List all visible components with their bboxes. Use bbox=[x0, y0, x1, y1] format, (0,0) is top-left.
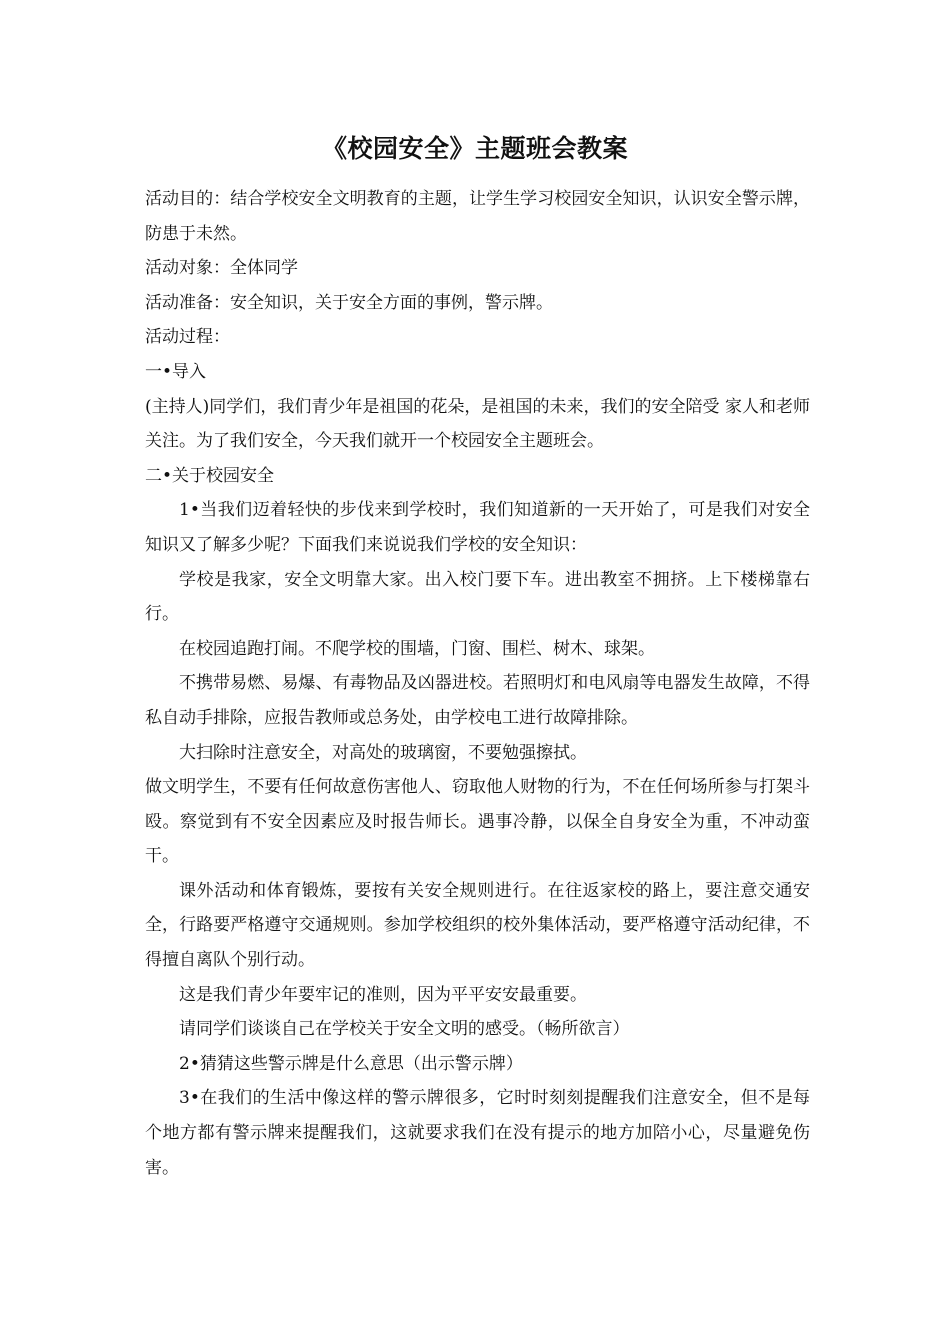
document-body bbox=[145, 182, 810, 1185]
paragraph: 二•关于校园安全 bbox=[145, 465, 275, 486]
paragraph: 这是我们青少年要牢记的准则，因为平平安安最重要。 bbox=[179, 984, 587, 1005]
paragraph: 大扫除时注意安全，对高处的玻璃窗，不要勉强擦拭。 bbox=[179, 742, 587, 763]
paragraph: (主持人)同学们，我们青少年是祖国的花朵，是祖国的未来，我们的安全陪受 家人和老师关注。为了我们安全，今天我们就开一个校园安全主题班会。 bbox=[145, 396, 810, 452]
paragraph: 不携带易燃、易爆、有毒物品及凶器进校。若照明灯和电风扇等电器发生故障，不得私自动手排除，应报告教师或总务处，由学校电工进行故障排除。 bbox=[145, 673, 810, 728]
paragraph: 做文明学生，不要有任何故意伤害他人、窃取他人财物的行为，不在任何场所参与打架斗殴。察觉到有不安全因素应及时报告师长。遇事冷静，以保全自身安全为重，不冲动蛮干。 bbox=[145, 777, 810, 867]
paragraph: 课外活动和体育锻炼，要按有关安全规则进行。在往返家校的路上，要注意交通安全，行路要严格遵守交通规则。参加学校组织的校外集体活动，要严格遵守活动纪律，不得擅自离队个别行动。 bbox=[145, 880, 810, 971]
paragraph: 活动对象：全体同学 bbox=[145, 258, 298, 279]
paragraph: 1•当我们迈着轻快的步伐来到学校时，我们知道新的一天开始了，可是我们对安全知识又了解多少呢？下面我们来说说我们学校的安全知识： bbox=[145, 500, 810, 555]
paragraph: 活动目的：结合学校安全文明教育的主题，让学生学习校园安全知识，认识安全警示牌，防患于未然。 bbox=[145, 189, 810, 244]
paragraph: 2•猜猜这些警示牌是什么意思（出示警示牌） bbox=[179, 1053, 523, 1074]
paragraph: 3•在我们的生活中像这样的警示牌很多，它时时刻刻提醒我们注意安全，但不是每个地方都有警示牌来提醒我们，这就要求我们在没有提示的地方加陪小心，尽量避免伤害。 bbox=[145, 1088, 810, 1178]
paragraph: 学校是我家，安全文明靠大家。出入校门要下车。进出教室不拥挤。上下楼梯靠右行。 bbox=[145, 569, 810, 625]
paragraph: 活动过程： bbox=[145, 327, 230, 348]
paragraph: 在校园追跑打闹。不爬学校的围墙，门窗、围栏、树木、球架。 bbox=[179, 638, 655, 659]
document-title: 《校园安全》主题班会教案 bbox=[321, 134, 628, 163]
paragraph: 一•导入 bbox=[145, 361, 207, 382]
paragraph: 请同学们谈谈自己在学校关于安全文明的感受。（畅所欲言） bbox=[179, 1019, 630, 1040]
paragraph: 活动准备：安全知识，关于安全方面的事例，警示牌。 bbox=[145, 292, 553, 313]
